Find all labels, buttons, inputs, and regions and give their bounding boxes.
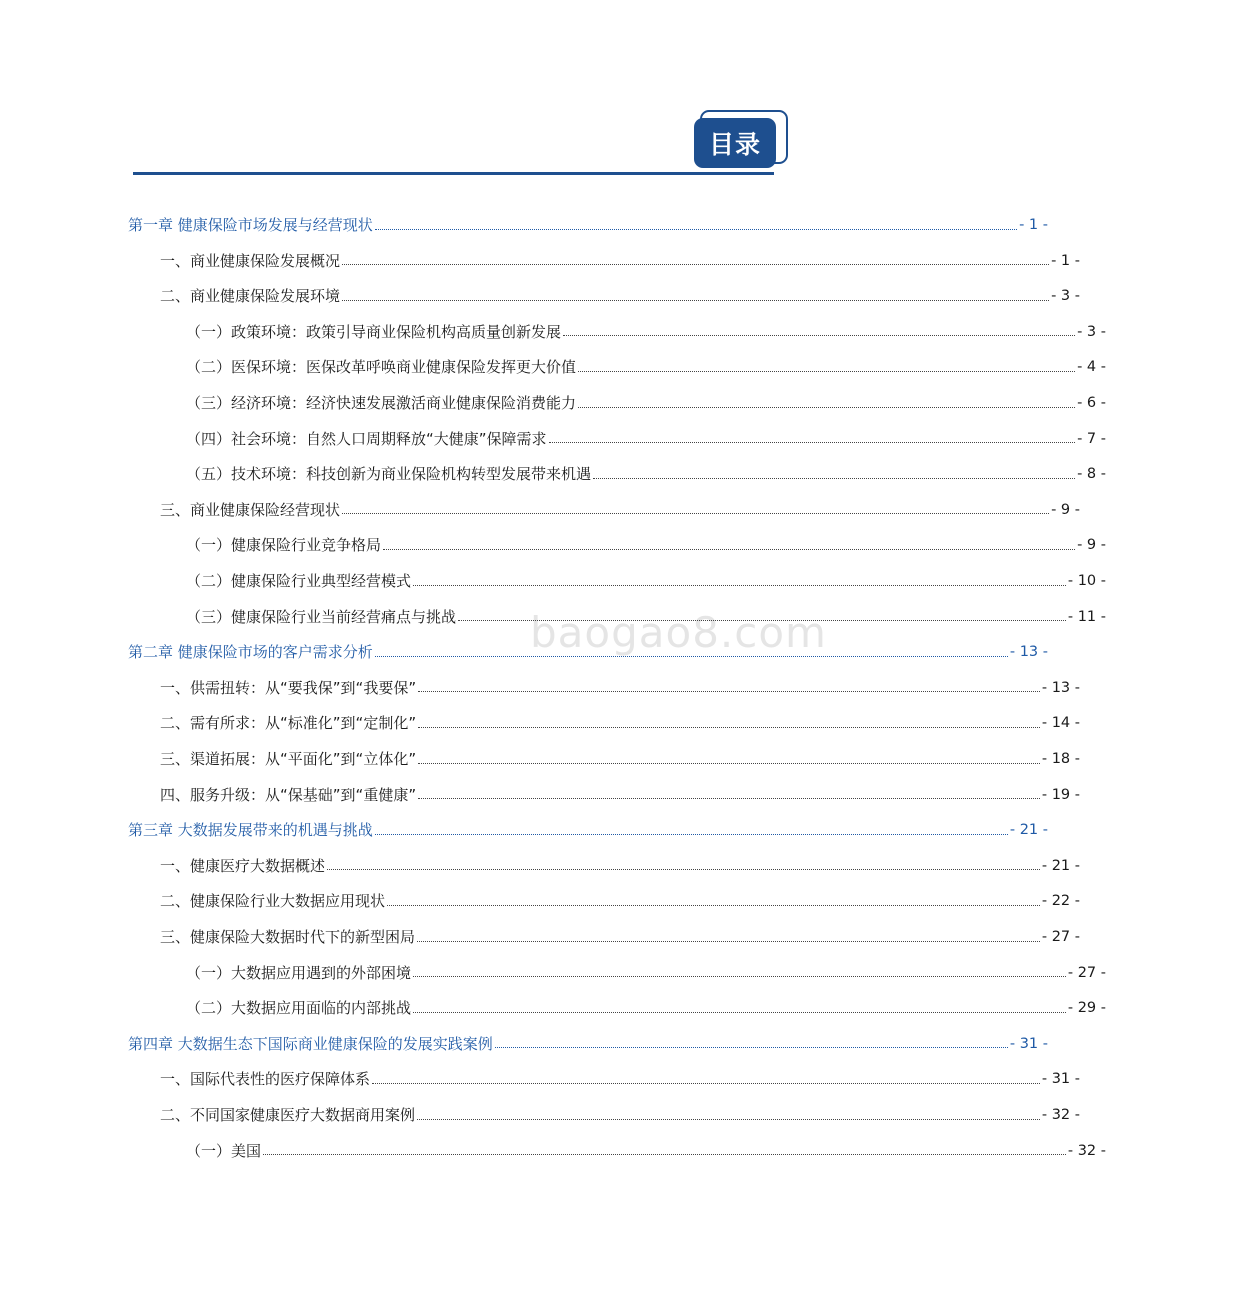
dot-leader xyxy=(413,1012,1066,1013)
toc-entry[interactable] xyxy=(0,744,1232,774)
dot-leader xyxy=(372,1083,1040,1084)
toc-entry-title: 二、健康保险行业大数据应用现状 xyxy=(160,892,386,911)
toc-entry[interactable] xyxy=(0,708,1232,738)
toc-entry-page: - 31 - xyxy=(1041,1071,1080,1088)
toc-entry-title: 四、服务升级：从“保基础”到“重健康” xyxy=(160,785,417,804)
dot-leader xyxy=(342,513,1049,514)
toc-entry[interactable] xyxy=(0,317,1258,347)
toc-entry-page: - 3 - xyxy=(1077,323,1106,340)
toc-entry[interactable] xyxy=(0,958,1258,988)
toc-entry-page: - 18 - xyxy=(1041,751,1080,767)
toc-badge xyxy=(694,110,786,170)
toc-entry-page: - 27 - xyxy=(1067,964,1106,981)
dot-leader xyxy=(342,264,1049,265)
dot-leader xyxy=(417,1119,1040,1120)
dot-leader xyxy=(578,407,1075,408)
toc-entry-page: - 10 - xyxy=(1067,573,1106,589)
toc-entry-title: （三）经济环境：经济快速发展激活商业健康保险消费能力 xyxy=(186,394,577,412)
toc-entry[interactable] xyxy=(0,602,1258,632)
dot-leader xyxy=(418,691,1040,692)
toc-entry-title: 二、商业健康保险发展环境 xyxy=(160,287,341,306)
dot-leader xyxy=(495,1047,1008,1048)
dot-leader xyxy=(418,798,1040,799)
toc-chapter-entry[interactable] xyxy=(0,1029,1200,1059)
toc-entry-title: 一、商业健康保险发展概况 xyxy=(160,251,341,270)
dot-leader xyxy=(375,229,1017,230)
toc-entry-page: - 31 - xyxy=(1009,1035,1048,1052)
toc-entry-title: 三、渠道拓展：从“平面化”到“立体化” xyxy=(160,750,417,768)
dot-leader xyxy=(549,442,1076,443)
toc-entry-title: （一）政策环境：政策引导商业保险机构高质量创新发展 xyxy=(186,322,562,341)
toc-entry-title: （一）大数据应用遇到的外部困境 xyxy=(186,963,412,982)
toc-entry-title: 二、需有所求：从“标准化”到“定制化” xyxy=(160,714,417,733)
toc-entry-title: （一）健康保险行业竞争格局 xyxy=(186,536,382,555)
dot-leader xyxy=(413,585,1066,586)
watermark: baogao8.com xyxy=(530,608,827,657)
toc-entry-page: - 32 - xyxy=(1067,1142,1106,1159)
toc-chapter-entry[interactable] xyxy=(0,637,1200,667)
toc-entry[interactable] xyxy=(0,459,1258,489)
dot-leader xyxy=(578,371,1075,372)
toc-entry-title: 二、不同国家健康医疗大数据商用案例 xyxy=(160,1106,416,1124)
toc-entry-title: 三、健康保险大数据时代下的新型困局 xyxy=(160,928,416,946)
toc-entry-title: 一、健康医疗大数据概述 xyxy=(160,856,326,875)
toc-entry[interactable] xyxy=(0,352,1258,382)
toc-entry[interactable] xyxy=(0,1064,1232,1094)
dot-leader xyxy=(413,976,1066,977)
dot-leader xyxy=(375,834,1008,835)
toc-entry-page: - 27 - xyxy=(1041,929,1080,945)
toc-badge-label: 目录 xyxy=(694,118,776,168)
toc-entry-page: - 29 - xyxy=(1067,1000,1106,1017)
dot-leader xyxy=(417,941,1040,942)
toc-entry-page: - 9 - xyxy=(1077,537,1106,554)
dot-leader xyxy=(263,1154,1066,1155)
toc-entry-title: （四）社会环境：自然人口周期释放“大健康”保障需求 xyxy=(186,429,547,448)
toc-entry-page: - 6 - xyxy=(1077,395,1106,411)
toc-entry-page: - 13 - xyxy=(1041,679,1080,696)
dot-leader xyxy=(458,620,1066,621)
toc-entry[interactable] xyxy=(0,922,1232,952)
toc-entry-title: 一、国际代表性的医疗保障体系 xyxy=(160,1070,371,1089)
toc-entry-page: - 11 - xyxy=(1067,608,1106,625)
toc-entry-title: （一）美国 xyxy=(186,1141,262,1160)
toc-entry-page: - 1 - xyxy=(1019,217,1048,233)
toc-entry[interactable] xyxy=(0,673,1232,703)
toc-entry-page: - 14 - xyxy=(1041,715,1080,732)
toc-entry-title: （二）大数据应用面临的内部挑战 xyxy=(186,999,412,1018)
toc-entry[interactable] xyxy=(0,993,1258,1023)
toc-entry[interactable] xyxy=(0,1136,1258,1166)
toc-chapter-entry[interactable] xyxy=(0,815,1200,845)
dot-leader xyxy=(375,656,1008,657)
toc-entry-page: - 32 - xyxy=(1041,1107,1080,1123)
toc-entry-title: 第四章 大数据生态下国际商业健康保险的发展实践案例 xyxy=(128,1034,493,1053)
toc-entry-title: 第一章 健康保险市场发展与经营现状 xyxy=(128,216,373,234)
toc-entry[interactable] xyxy=(0,495,1232,525)
toc-entry[interactable] xyxy=(0,1100,1232,1130)
toc-entry-page: - 3 - xyxy=(1051,288,1080,305)
toc-entry-page: - 9 - xyxy=(1051,501,1080,518)
toc-entry-page: - 19 - xyxy=(1041,786,1080,803)
dot-leader xyxy=(418,727,1040,728)
dot-leader xyxy=(342,300,1049,301)
toc-entry-title: 三、商业健康保险经营现状 xyxy=(160,500,341,519)
toc-entry-page: - 8 - xyxy=(1077,466,1106,483)
dot-leader xyxy=(593,478,1075,479)
toc-entry[interactable] xyxy=(0,886,1232,916)
toc-entry[interactable] xyxy=(0,281,1232,311)
toc-entry[interactable] xyxy=(0,246,1232,276)
toc-entry-title: （三）健康保险行业当前经营痛点与挑战 xyxy=(186,607,457,626)
dot-leader xyxy=(418,763,1040,764)
toc-entry[interactable] xyxy=(0,424,1258,454)
toc-entry[interactable] xyxy=(0,851,1232,881)
toc-entry-title: （二）健康保险行业典型经营模式 xyxy=(186,572,412,590)
dot-leader xyxy=(387,905,1040,906)
toc-entry-title: 第二章 健康保险市场的客户需求分析 xyxy=(128,643,373,662)
toc-entry[interactable] xyxy=(0,388,1258,418)
toc-entry[interactable] xyxy=(0,566,1258,596)
toc-chapter-entry[interactable] xyxy=(0,210,1200,240)
toc-entry[interactable] xyxy=(0,780,1232,810)
toc-entry-page: - 13 - xyxy=(1009,644,1048,661)
toc-entry-page: - 22 - xyxy=(1041,893,1080,910)
toc-entry-page: - 4 - xyxy=(1077,359,1106,376)
dot-leader xyxy=(383,549,1075,550)
header-rule xyxy=(133,172,774,175)
dot-leader xyxy=(327,869,1040,870)
toc-entry-title: （五）技术环境：科技创新为商业保险机构转型发展带来机遇 xyxy=(186,465,592,484)
toc-entry-title: （二）医保环境：医保改革呼唤商业健康保险发挥更大价值 xyxy=(186,358,577,377)
toc-entry-page: - 21 - xyxy=(1009,822,1048,839)
toc-entry-page: - 7 - xyxy=(1077,430,1106,447)
toc-entry-title: 一、供需扭转：从“要我保”到“我要保” xyxy=(160,678,417,697)
toc-entry-page: - 1 - xyxy=(1051,252,1080,269)
toc-entry-page: - 21 - xyxy=(1041,857,1080,874)
dot-leader xyxy=(563,335,1075,336)
toc-entry[interactable] xyxy=(0,530,1258,560)
toc-entry-title: 第三章 大数据发展带来的机遇与挑战 xyxy=(128,821,373,840)
